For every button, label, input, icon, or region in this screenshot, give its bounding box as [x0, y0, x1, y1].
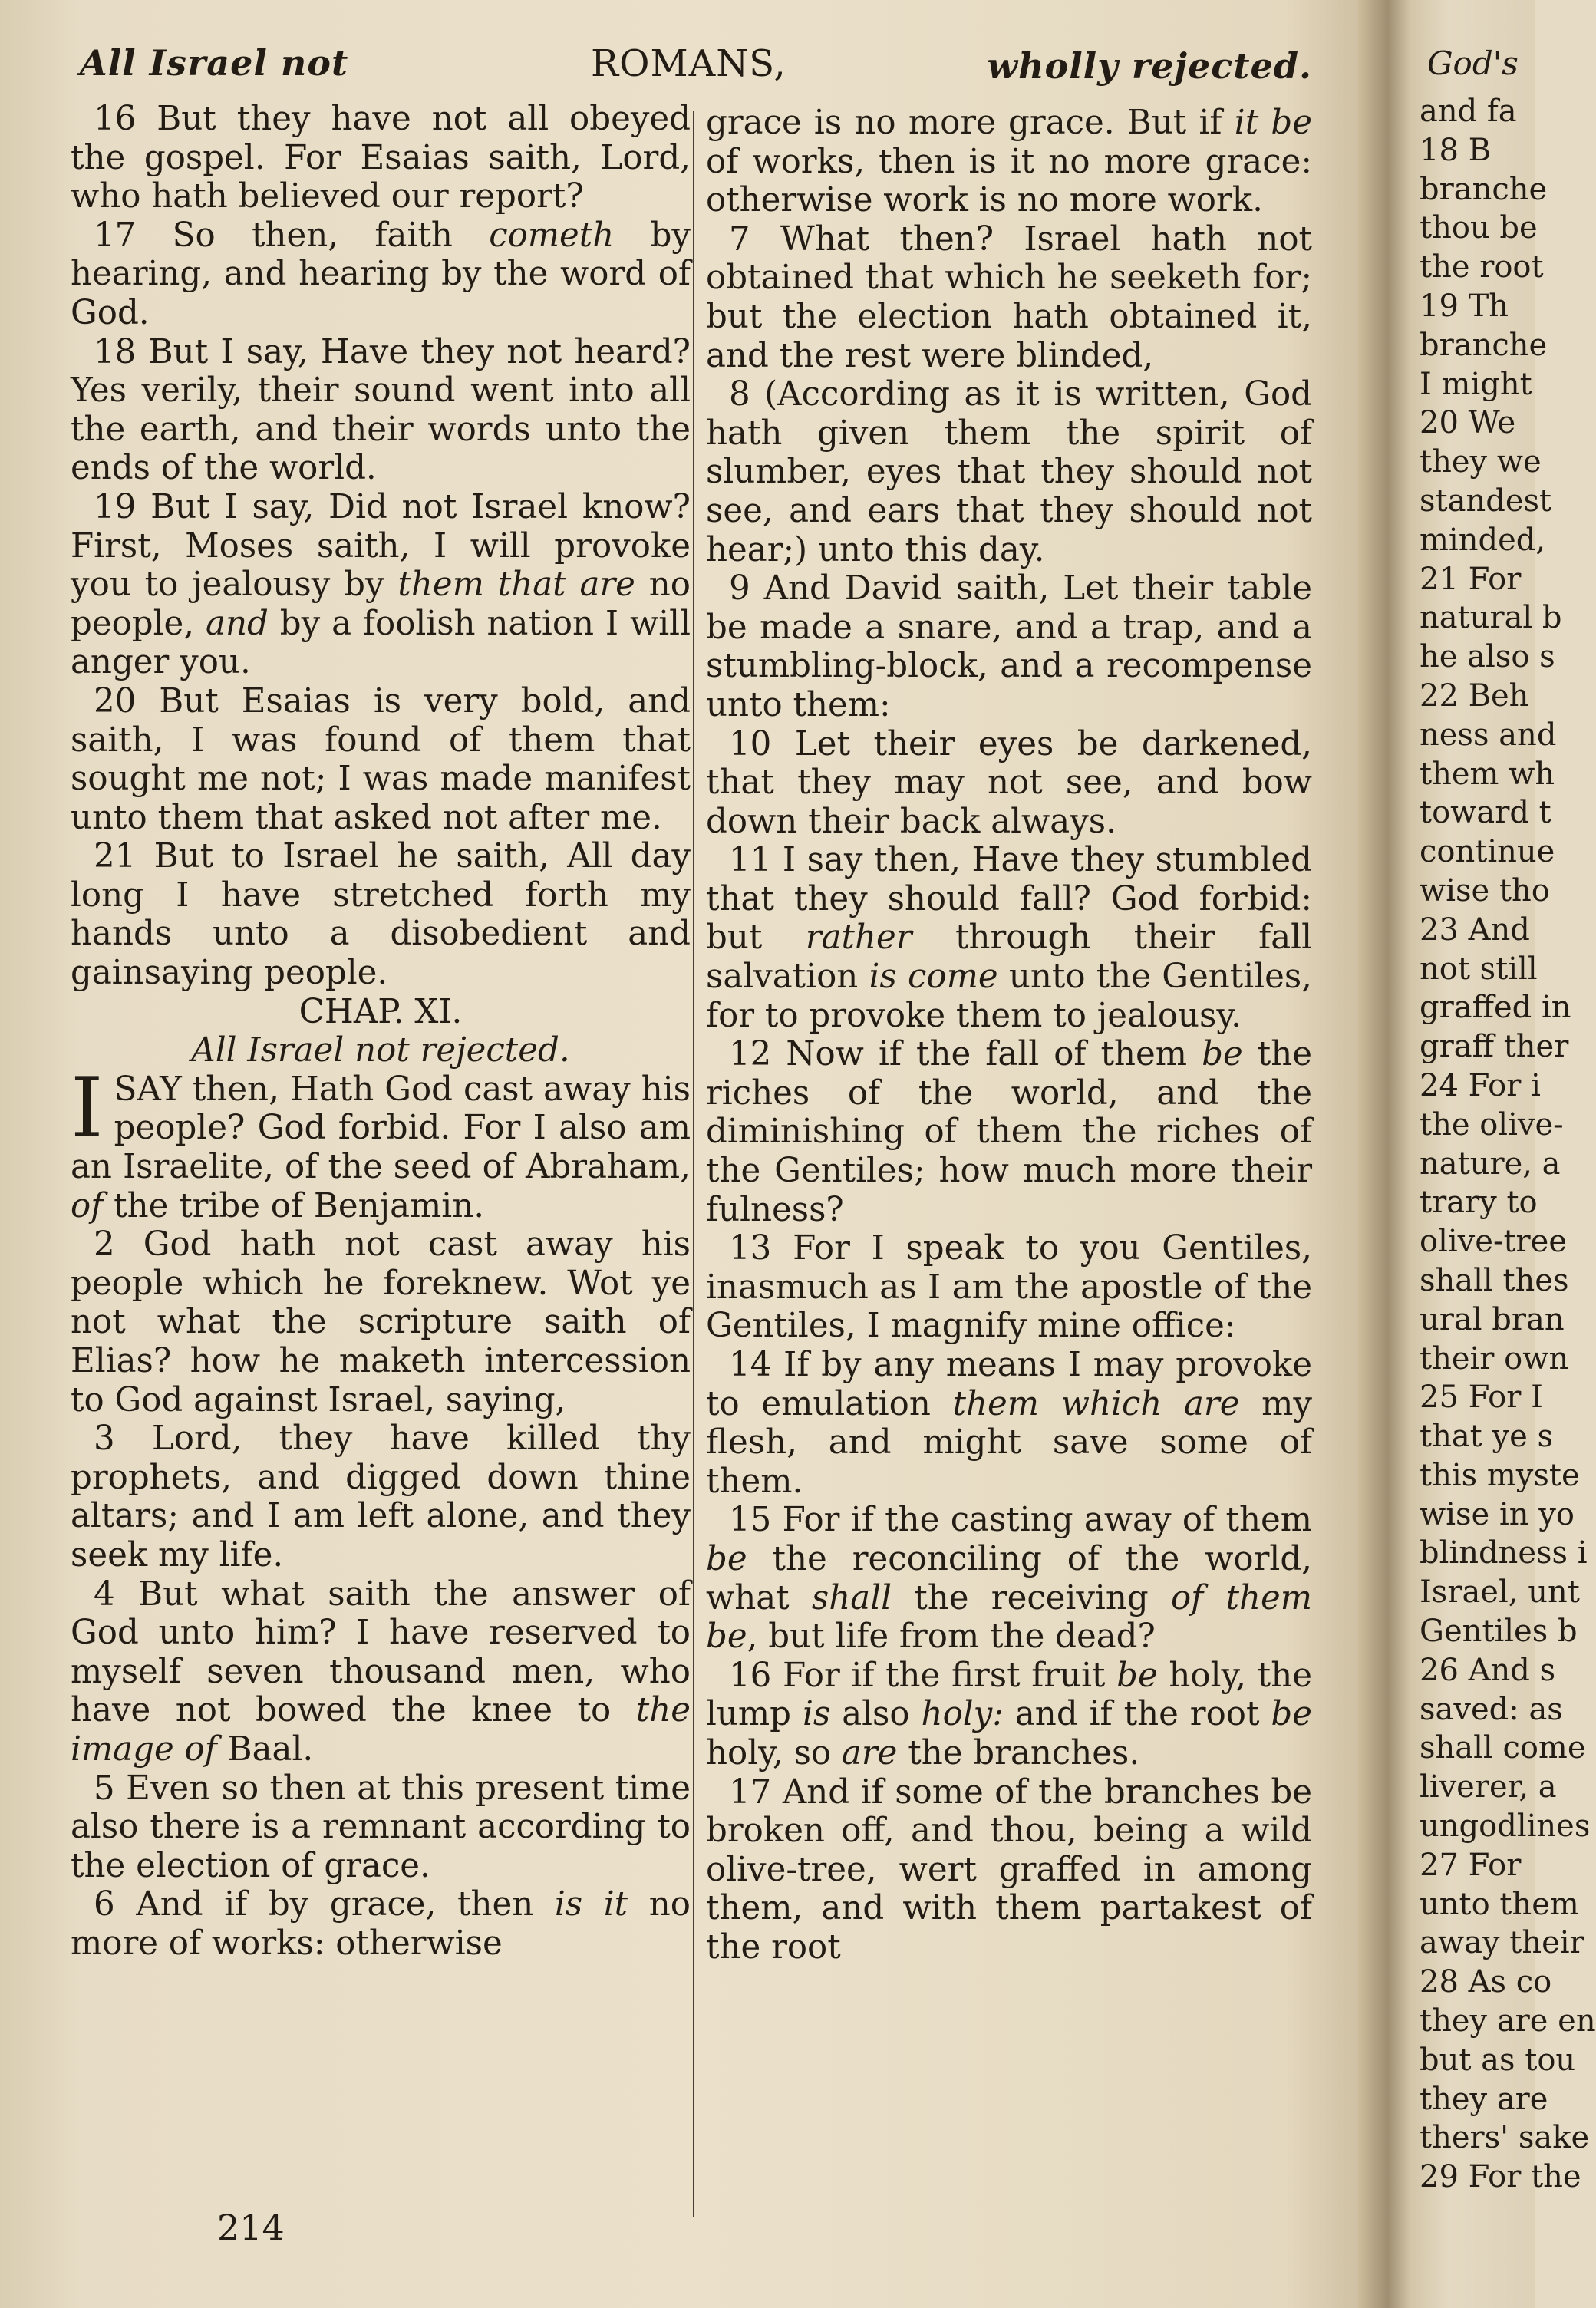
facing-page-line: 28 As co [1420, 1964, 1552, 2000]
verse-11-8: 8 (According as it is written, God hath given them the spirit of slumber, eyes that they should not see, and ears that they should not hear;) unto this day. [706, 375, 1312, 569]
facing-page-line: thou be [1420, 210, 1538, 246]
facing-page-line: wise in yo [1420, 1496, 1575, 1532]
facing-page-line: graff ther [1420, 1029, 1569, 1065]
facing-page-lines [1420, 92, 1596, 2197]
facing-page-line: not still [1420, 951, 1538, 987]
facing-page-line: nature, a [1420, 1146, 1561, 1182]
verse-11-6: 6 And if by grace, then is it no more of works: otherwise [71, 1885, 691, 1963]
verse-11-16: 16 For if the first fruit be holy, the lump is also holy: and if the root be holy, so are the branches. [706, 1656, 1313, 1772]
facing-page-line: liverer, a [1420, 1769, 1557, 1805]
facing-page-line: continue [1420, 834, 1555, 870]
facing-page-line: they we [1420, 444, 1542, 480]
facing-page-line: saved: as [1420, 1691, 1563, 1727]
left-column [71, 100, 691, 1963]
facing-page-line: graffed in [1420, 990, 1571, 1026]
facing-page-line: I might [1420, 366, 1532, 402]
facing-page-line: 24 For i [1420, 1067, 1541, 1103]
verse-10-20: 20 But Esaias is very bold, and saith, I was found of them that sought me not; I was made manifest unto them that asked not after me. [71, 681, 691, 837]
facing-page-line: shall thes [1420, 1262, 1569, 1298]
facing-page-line: 25 For I [1420, 1380, 1543, 1416]
verse-10-17: 17 So then, faith cometh by hearing, and hearing by the word of God. [71, 216, 691, 332]
chapter-heading: CHAP. XI. [298, 992, 463, 1031]
verse-11-5: 5 Even so then at this present time also there is a remnant according to the election of grace. [71, 1769, 691, 1885]
facing-page-line: blindness i [1420, 1535, 1588, 1571]
verse-10-19: 19 But I say, Did not Israel know? First, Moses saith, I will provoke you to jealousy by them that are no people, and by a foolish nation I will anger you. [71, 487, 691, 682]
facing-page-line: they are en [1420, 2003, 1596, 2039]
facing-page-header: God's [1427, 45, 1519, 82]
verse-10-18: 18 But I say, Have they not heard? Yes verily, their sound went into all the earth, and their words unto the ends of the world. [71, 332, 691, 488]
facing-page-line: standest [1420, 483, 1552, 519]
verse-11-12: 12 Now if the fall of them be the riches of the world, and the diminishing of them the riches of the Gentiles; how much more their fulness? [706, 1035, 1312, 1229]
facing-page-line: thers' sake [1420, 2120, 1590, 2156]
page-number: 214 [217, 2207, 285, 2248]
facing-page-edge [1412, 0, 1596, 2308]
header-left: All Israel not [80, 42, 349, 84]
header-right: wholly rejected. [987, 45, 1312, 87]
drop-cap: I [71, 1060, 104, 1156]
facing-page-line: he also s [1420, 639, 1555, 675]
verse-11-11: 11 I say then, Have they stumbled that they should fall? God forbid: but rather through their fall salvation is come unto the Gentiles, for to provoke them to jealousy. [706, 841, 1313, 1035]
facing-page-line: 22 Beh [1420, 678, 1529, 714]
facing-page-line: olive-tree [1420, 1224, 1567, 1260]
header-book-title: ROMANS, [591, 42, 786, 85]
facing-page-line: them wh [1420, 756, 1555, 792]
facing-page-line: 19 Th [1420, 288, 1509, 324]
facing-page-line: toward t [1420, 795, 1551, 831]
facing-page-line: the olive- [1420, 1106, 1564, 1142]
verse-11-17: 17 And if some of the branches be broken off, and thou, being a wild olive-tree, wert graffed in among them, and with them partakest of the root [706, 1772, 1312, 1967]
facing-page-line: this myste [1420, 1457, 1580, 1493]
facing-page-line: minded, [1420, 522, 1546, 558]
verse-11-4: 4 But what saith the answer of God unto him? I have reserved to myself seven thousand men, who have not bowed the knee to the image of Baal. [71, 1574, 691, 1769]
facing-page-line: 29 For the [1420, 2159, 1581, 2195]
verse-11-9: 9 And David saith, Let their table be made a snare, and a trap, and a stumbling-block, and a recompense unto them: [706, 569, 1312, 724]
verse-11-7: 7 What then? Israel hath not obtained that which he seeketh for; but the election hath obtained it, and the rest were blinded, [706, 219, 1312, 375]
running-header [69, 42, 1312, 96]
facing-page-line: branche [1420, 171, 1548, 207]
verse-11-13: 13 For I speak to you Gentiles, inasmuch as I am the apostle of the Gentiles, I magnify mine office: [706, 1229, 1312, 1346]
facing-page-line: the root [1420, 249, 1544, 285]
facing-page-line: Israel, unt [1420, 1574, 1580, 1611]
facing-page-line: they are [1420, 2081, 1548, 2117]
verse-10-16: 16 But they have not all obeyed the gospel. For Esaias saith, Lord, who hath believed our report? [71, 100, 691, 216]
right-column [706, 104, 1312, 1967]
verse-11-15: 15 For if the casting away of them be the reconciling of the world, what shall the receiving of them be, but life from the dead? [706, 1501, 1312, 1657]
verse-11-3: 3 Lord, they have killed thy prophets, and digged down thine altars; and I am left alone, and they seek my life. [71, 1419, 691, 1574]
facing-page-line: 26 And s [1420, 1652, 1556, 1688]
facing-page-line: 27 For [1420, 1847, 1522, 1883]
chapter-summary: All Israel not rejected. [191, 1031, 570, 1070]
facing-page-line: ural bran [1420, 1301, 1565, 1337]
facing-page-line: ness and [1420, 717, 1557, 753]
facing-page-line: 20 We [1420, 405, 1516, 441]
facing-page-line: but as tou [1420, 2042, 1576, 2078]
facing-page-line: 23 And [1420, 912, 1530, 948]
facing-page-line: natural b [1420, 600, 1562, 636]
verse-11-10: 10 Let their eyes be darkened, that they may not see, and bow down their back always. [706, 724, 1312, 841]
book-gutter [1358, 0, 1412, 2308]
facing-page-line: unto them [1420, 1886, 1579, 1922]
column-divider [693, 111, 694, 2217]
verse-11-14: 14 If by any means I may provoke to emulation them which are my flesh, and might save some of them. [706, 1346, 1313, 1501]
facing-page-line: ungodlines [1420, 1808, 1591, 1845]
verse-10-21: 21 But to Israel he saith, All day long I have stretched forth my hands unto a disobedient and gainsaying people. [71, 837, 691, 993]
facing-page-line: and fa [1420, 94, 1517, 129]
facing-page-line: shall come [1420, 1730, 1586, 1766]
verse-11-1: I SAY then, Hath God cast away his people? God forbid. For I also am an Israelite, of the seed of Abraham, of the tribe of Benjamin. [71, 1060, 691, 1225]
facing-page-line: wise tho [1420, 872, 1550, 908]
facing-page-line: their own [1420, 1340, 1569, 1377]
facing-page-line: Gentiles b [1420, 1614, 1578, 1650]
facing-page-line: 21 For [1420, 561, 1522, 597]
facing-page-line: that ye s [1420, 1419, 1553, 1455]
verse-11-6-continued: grace is no more grace. But if it be of works, then is it no more grace: otherwise work is no more work. [706, 104, 1313, 220]
facing-page-line: 18 B [1420, 132, 1492, 168]
facing-page-line: branche [1420, 327, 1548, 363]
facing-page-line: away their [1420, 1925, 1584, 1961]
verse-11-2: 2 God hath not cast away his people which he foreknew. Wot ye not what the scripture saith of Elias? how he maketh intercession to God against Israel, saying, [71, 1225, 691, 1419]
facing-page-line: trary to [1420, 1185, 1538, 1221]
